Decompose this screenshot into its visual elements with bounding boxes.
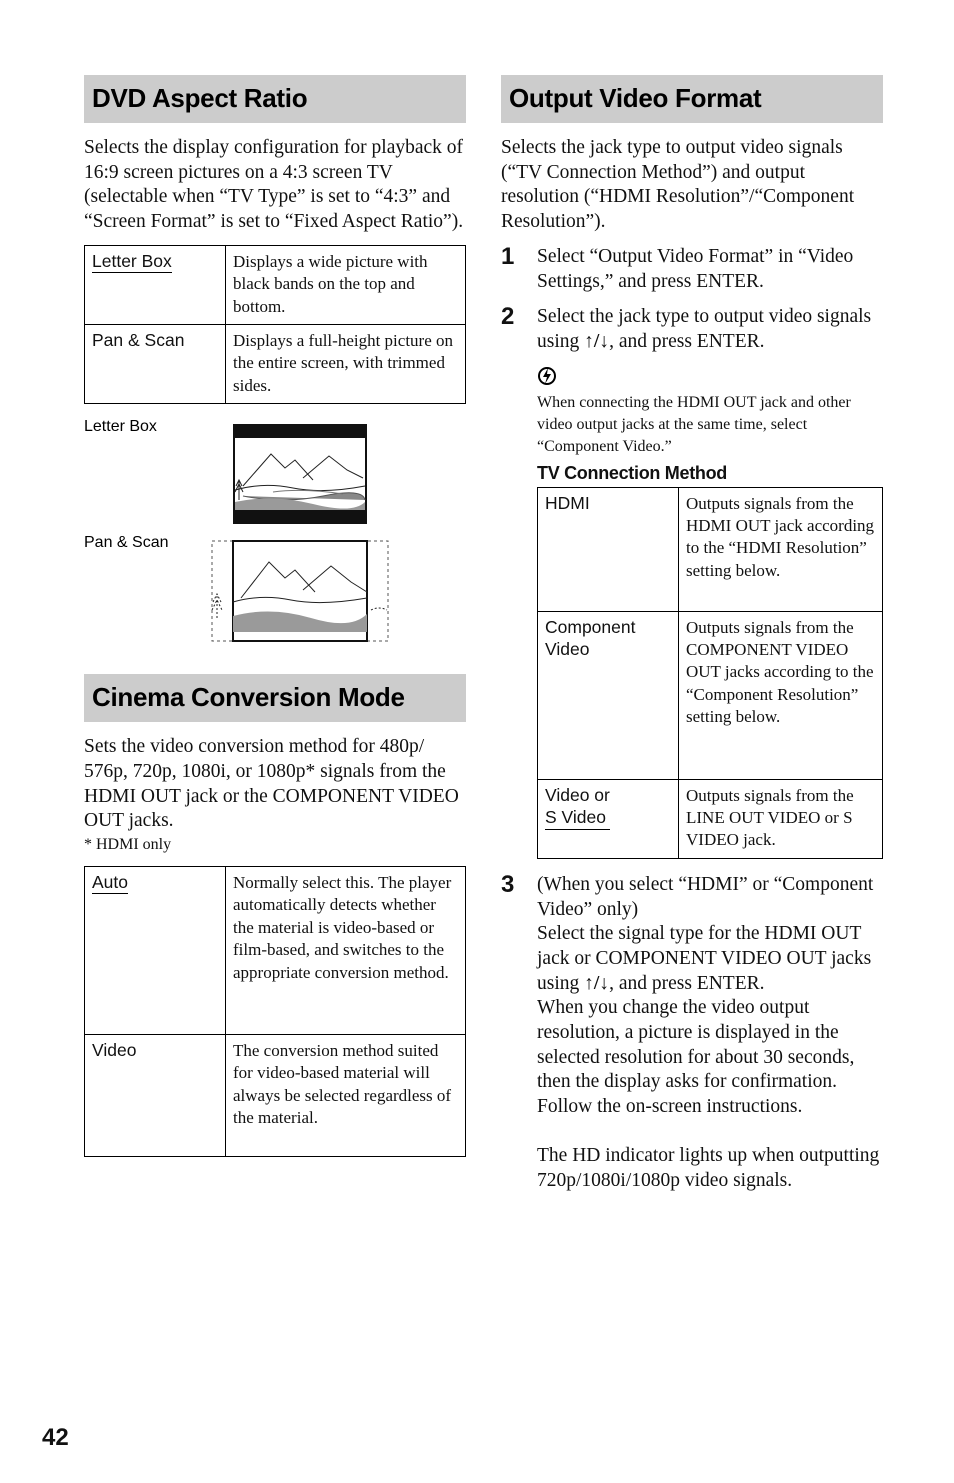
step-1 — [501, 242, 883, 294]
table-row — [85, 245, 466, 324]
up-down-arrow-icon: ↑/↓ — [584, 972, 610, 994]
table-row — [85, 867, 466, 1035]
step-2-number: 2 — [501, 303, 515, 331]
table-row — [85, 325, 466, 404]
hint-icon — [537, 365, 557, 387]
option-video-or: Video or — [545, 784, 610, 805]
step-2-text-end: , and press ENTER. — [609, 330, 765, 352]
option-auto: Auto — [92, 872, 128, 893]
up-down-arrow-icon: ↑/↓ — [584, 330, 610, 352]
step-3 — [501, 870, 883, 1193]
tv-connection-method-table — [537, 487, 883, 859]
option-component-video: Component Video — [538, 611, 679, 779]
table-row — [538, 611, 883, 779]
cinema-conversion-mode-heading: Cinema Conversion Mode — [84, 674, 466, 722]
table-row — [538, 487, 883, 611]
cinema-conversion-intro: Sets the video conversion method for 480p/ 576p, 720p, 1080i, or 1080p* signals from the HDMI OUT jack or the COMPONENT VIDEO OUT jacks. — [84, 736, 459, 832]
option-hdmi: HDMI — [538, 487, 679, 611]
option-component-video-desc: Outputs signals from the COMPONENT VIDEO OUT jacks according to the “Component Resolution” setting below. — [679, 611, 883, 779]
step-1-number: 1 — [501, 242, 515, 270]
option-s-video: S Video — [545, 806, 606, 827]
tv-connection-method-block — [501, 463, 883, 859]
table-row — [85, 1035, 466, 1157]
tv-connection-method-heading: TV Connection Method — [537, 462, 727, 483]
step-1-text: Select “Output Video Format” in “Video Settings,” and press ENTER. — [537, 245, 854, 292]
cinema-conversion-table — [84, 866, 466, 1157]
dvd-aspect-ratio-intro: Selects the display configuration for playback of 16:9 screen pictures on a 4:3 screen TV (selectable when “TV Type” is set to “4:3” and “Screen Format” is set to “Fixed Aspect Ratio”). — [84, 137, 464, 233]
step-3-text: Select the signal type for the HDMI OUT jack or COMPONENT VIDEO OUT jacks using — [537, 923, 872, 994]
step-3-text-end: , and press ENTER. — [609, 972, 765, 994]
table-row — [538, 779, 883, 858]
dvd-aspect-ratio-table — [84, 245, 466, 404]
hdmi-only-footnote: * HDMI only — [84, 836, 172, 854]
step-3-hd-indicator-note: The HD indicator lights up when outputting 720p/1080i/1080p video signals. — [537, 1144, 880, 1191]
output-video-format-intro: Selects the jack type to output video signals (“TV Connection Method”) and output resolution (“HDMI Resolution”/“Component Resolution”). — [501, 137, 855, 233]
option-hdmi-desc: Outputs signals from the HDMI OUT jack according to the “HDMI Resolution” setting below. — [679, 487, 883, 611]
option-video-desc: The conversion method suited for video-based material will always be selected regardless of the material. — [226, 1035, 466, 1157]
letter-box-illustration — [233, 424, 367, 524]
letter-box-figure-label: Letter Box — [84, 418, 157, 436]
dvd-aspect-ratio-heading: DVD Aspect Ratio — [84, 75, 466, 123]
option-pan-scan: Pan & Scan — [85, 325, 226, 404]
option-pan-scan-desc: Displays a full-height picture on the entire screen, with trimmed sides. — [226, 325, 466, 404]
option-auto-desc: Normally select this. The player automatically detects whether the material is video-based or film-based, and switches to the appropriate conversion method. — [226, 867, 466, 1035]
page-number: 42 — [42, 1424, 69, 1451]
pan-scan-illustration — [211, 540, 389, 642]
hint-note — [501, 365, 883, 458]
option-video-s-video-desc: Outputs signals from the LINE OUT VIDEO or S VIDEO jack. — [679, 779, 883, 858]
step-2-text: Select the jack type to output video signals using — [537, 306, 872, 352]
right-column — [501, 75, 883, 1193]
aspect-figures — [84, 404, 466, 644]
output-video-format-heading: Output Video Format — [501, 75, 883, 123]
option-letter-box-desc: Displays a wide picture with black bands on the top and bottom. — [226, 245, 466, 324]
pan-scan-figure-label: Pan & Scan — [84, 534, 169, 552]
step-2 — [501, 305, 883, 354]
step-3-resolution-note: When you change the video output resolution, a picture is displayed in the selected resolution for about 30 seconds, then the display asks for confirmation. Follow the on-screen instructions. — [537, 997, 855, 1118]
option-letter-box: Letter Box — [92, 250, 172, 271]
option-video: Video — [85, 1035, 226, 1157]
step-3-number: 3 — [501, 870, 515, 898]
hint-note-text: When connecting the HDMI OUT jack and other video output jacks at the same time, select “Component Video.” — [537, 393, 851, 455]
left-column — [84, 75, 466, 1157]
step-3-condition: (When you select “HDMI” or “Component Video” only) — [537, 873, 874, 920]
